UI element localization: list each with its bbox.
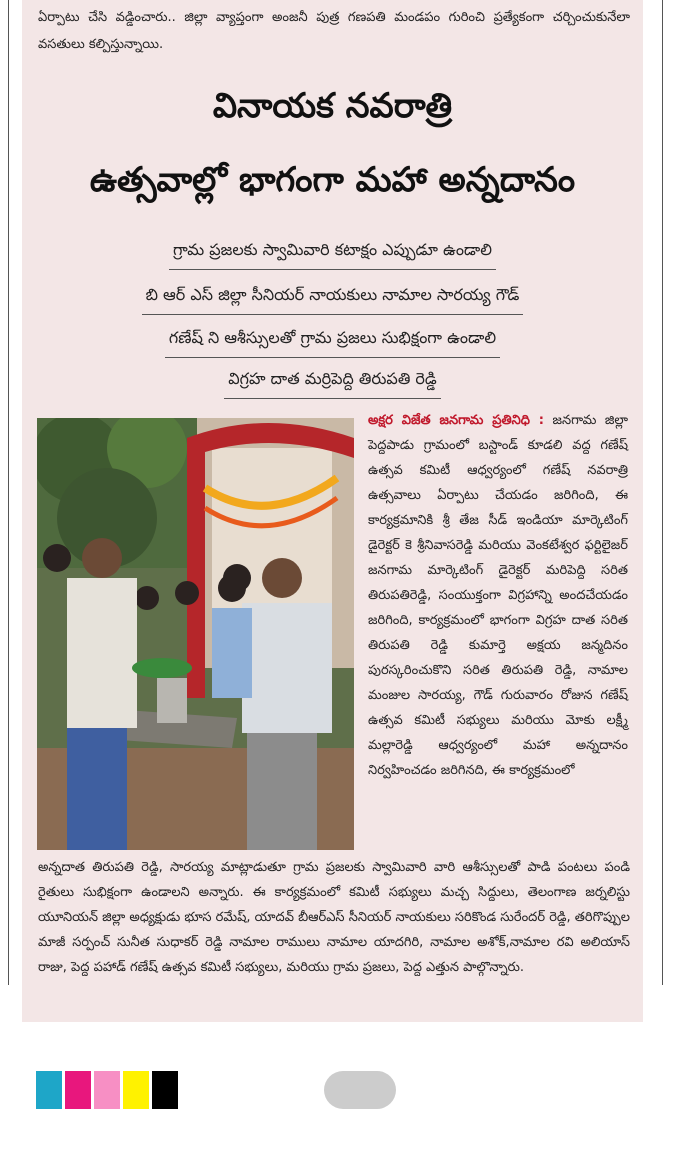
article-body-right (368, 408, 628, 783)
headline-line-2: ఉత్సవాల్లో భాగంగా మహా అన్నదానం (89, 160, 576, 200)
black-swatch (152, 1071, 178, 1109)
color-registration-swatches (36, 1071, 181, 1109)
article-body-bottom: అన్నదాత తిరుపతి రెడ్డి, సారయ్య మాట్లాడుతూ గ్రామ ప్రజలకు స్వామివారి వారి ఆశీస్సులతో పాడి పంటలు పండి రైతులు సుభిక్షంగా ఉండాలని అన్నారు. ఈ కార్యక్రమంలో కమిటీ సభ్యులు మచ్చ సిద్దులు, తెలంగాణ జర్నలిస్టు యూనియన్ జిల్లా అధ్యక్షుడు భూస రమేష్, యాదవ్ బీఆర్ఎస్ సీనియర్ నాయకులు సరికొండ సురేందర్ రెడ్డి, తరిగొప్పుల మాజీ సర్పంచ్ సునీత సుధాకర్ రెడ్డి నామాల రాములు నామాల యాదగిరి, నామాల అశోక్,నామాల రవి అలియాస్ రాజు, పెద్ద పహాడ్ గణేష్ ఉత్సవ కమిటీ సభ్యులు, మరియు గ్రామ ప్రజలు, పెద్ద ఎత్తున పాల్గొన్నారు. (38, 860, 630, 975)
subheading-4: విగ్రహ దాత మర్రిపెద్ది తిరుపతి రెడ్డి (22, 369, 643, 399)
festival-photo (37, 418, 354, 850)
yellow-swatch (123, 1071, 149, 1109)
headline-line-1: వినాయక నవరాత్రి (212, 86, 453, 126)
subheading-1: గ్రామ ప్రజలకు స్వామివారి కటాక్షం ఎప్పుడూ ఉండాలి (22, 240, 643, 270)
page-border-right (662, 0, 663, 985)
cyan-swatch (36, 1071, 62, 1109)
subheading-2: బి ఆర్ ఎస్ జిల్లా సీనియర్ నాయకులు నామాల సారయ్య గౌడ్ (22, 285, 643, 315)
dateline: అక్షర విజేత జనగామ ప్రతినిధి : (368, 413, 545, 428)
subheading-3: గణేష్ ని ఆశీస్సులతో గ్రామ ప్రజలు సుభిక్షంగా ఉండాలి (22, 328, 643, 358)
article-intro: ఏర్పాటు చేసి వడ్డించారు.. జిల్లా వ్యాప్తంగా అంజనీ పుత్ర గణపతి మండపం గురించి ప్రత్యేకంగా చర్చించుకునేలా వసతులు కల్పిస్తున్నాయి. (38, 10, 630, 52)
pink-swatch (94, 1071, 120, 1109)
news-article (22, 0, 643, 1022)
magenta-swatch (65, 1071, 91, 1109)
page-border-left (8, 0, 9, 985)
scroll-pill-handle[interactable] (324, 1071, 396, 1109)
body-text-right: జనగామ జిల్లా పెద్దపాడు గ్రామంలో బస్టాండ్ కూడలి వద్ద గణేష్ ఉత్సవ కమిటీ ఆధ్వర్యంలో గణేష్ నవరాత్రి ఉత్సవాలు ఏర్పాటు చేయడం జరిగింది, ఈ కార్యక్రమానికి శ్రీ తేజ సీడ్ ఇండియా మార్కెటింగ్ డైరెక్టర్ కె శ్రీనివాసరెడ్డి మరియు వెంకటేశ్వర ఫర్టిలైజర్ జనగామ మార్కెటింగ్ డైరెక్టర్ మరిపెద్ది సరిత తిరుపతిరెడ్డి, సంయుక్తంగా విగ్రహాన్ని అందచేయడం జరిగింది, కార్యక్రమంలో భాగంగా విగ్రహ దాత సరిత తిరుపతి రెడ్డి కుమార్తె అక్షయ జన్మదినం పురస్కరించుకొని సరిత తిరుపతి రెడ్డి, నామాల మంజుల సారయ్య, గౌడ్ గురువారం రోజున గణేష్ ఉత్సవ కమిటీ సభ్యులు మరియు మోకు లక్ష్మీ మల్లారెడ్డి ఆధ్వర్యంలో మహా అన్నదానం నిర్వహించడం జరిగినది, ఈ కార్యక్రమంలో (368, 413, 628, 778)
